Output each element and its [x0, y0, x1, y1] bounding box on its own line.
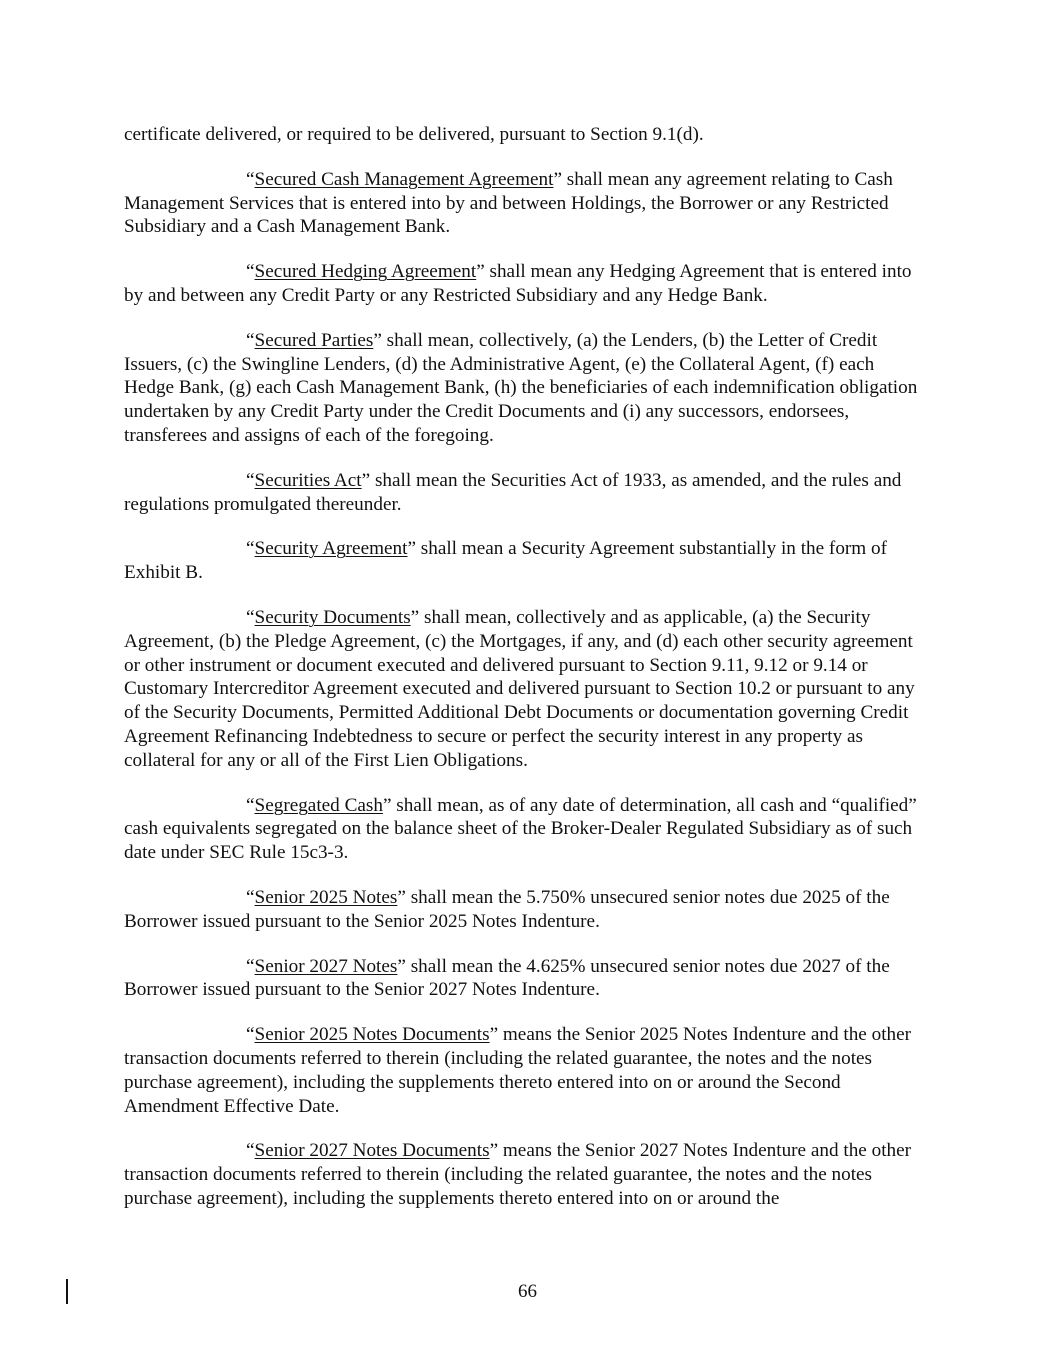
definition-text: ” shall mean the 4.625% unsecured senior notes due 2027 of the Borrower issued pursuant to the Senior 2027 Notes Indenture.: [124, 955, 890, 1001]
defined-term: Secured Cash Management Agreement: [254, 168, 554, 190]
definition-text: ” means the Senior 2027 Notes Indenture and the other transaction documents referred to therein (including the related guarantee, the notes and the notes purchase agreement), including the supplements thereto entered into on or around the: [124, 1140, 912, 1209]
document-body: [124, 123, 926, 1232]
page-number: 66: [518, 1281, 537, 1302]
open-quote: “: [246, 469, 255, 491]
open-quote: “: [246, 1024, 255, 1046]
definition-text: ” shall mean the 5.750% unsecured senior notes due 2025 of the Borrower issued pursuant to the Senior 2025 Notes Indenture.: [124, 886, 890, 932]
definition-text: ” means the Senior 2025 Notes Indenture and the other transaction documents referred to therein (including the related guarantee, the notes and the notes purchase agreement), including the supplements thereto entered into on or around the Second Amendment Effective Date.: [124, 1024, 912, 1117]
definition-senior-2027-notes-documents: [124, 1139, 926, 1210]
lead-paragraph: certificate delivered, or required to be delivered, pursuant to Section 9.1(d).: [124, 124, 704, 145]
open-quote: “: [246, 1140, 255, 1162]
defined-term: Senior 2025 Notes: [254, 886, 398, 908]
defined-term: Security Agreement: [254, 538, 408, 560]
defined-term: Segregated Cash: [254, 794, 383, 816]
definition-securities-act: [124, 469, 926, 517]
definition-senior-2025-notes-documents: [124, 1023, 926, 1118]
definition-text: ” shall mean, as of any date of determination, all cash and “qualified” cash equivalents segregated on the balance sheet of the Broker-Dealer Regulated Subsidiary as of such date under SEC Rule 15c3-3.: [124, 794, 917, 864]
defined-term: Securities Act: [254, 469, 362, 491]
open-quote: “: [246, 538, 255, 560]
defined-term: Senior 2025 Notes Documents: [254, 1024, 490, 1046]
open-quote: “: [246, 794, 255, 816]
open-quote: “: [246, 261, 255, 283]
definition-text: ” shall mean, collectively and as applicable, (a) the Security Agreement, (b) the Pledge Agreement, (c) the Mortgages, if any, and (d) each other security agreement or other instrument or document executed and delivered pursuant to Section 9.11, 9.12 or 9.14 or Customary Intercreditor Agreement executed and delivered pursuant to Section 10.2 or pursuant to any of the Security Documents, Permitted Additional Debt Documents or documentation governing Credit Agreement Refinancing Indebtedness to secure or perfect the security interest in any property as collateral for any or all of the First Lien Obligations.: [124, 606, 915, 771]
open-quote: “: [246, 168, 255, 190]
definition-secured-hedging-agreement: [124, 260, 926, 308]
definition-senior-2027-notes: [124, 955, 926, 1003]
open-quote: “: [246, 955, 255, 977]
defined-term: Secured Hedging Agreement: [254, 261, 477, 283]
open-quote: “: [246, 886, 255, 908]
definition-secured-parties: [124, 329, 926, 448]
definition-text: ” shall mean any Hedging Agreement that is entered into by and between any Credit Party or any Restricted Subsidiary and any Hedge Bank.: [124, 261, 912, 306]
definition-text: ” shall mean any agreement relating to Cash Management Services that is entered into by and between Holdings, the Borrower or any Restricted Subsidiary and a Cash Management Bank.: [124, 168, 893, 238]
open-quote: “: [246, 329, 255, 351]
definition-text: ” shall mean the Securities Act of 1933, as amended, and the rules and regulations promulgated thereunder.: [124, 469, 902, 515]
defined-term: Security Documents: [254, 606, 411, 628]
open-quote: “: [246, 606, 255, 628]
definition-text: ” shall mean a Security Agreement substantially in the form of Exhibit B.: [124, 538, 888, 584]
definition-senior-2025-notes: [124, 886, 926, 934]
definition-security-agreement: [124, 537, 926, 585]
definition-segregated-cash: [124, 794, 926, 865]
defined-term: Senior 2027 Notes Documents: [254, 1140, 490, 1162]
defined-term: Secured Parties: [254, 329, 374, 351]
definition-text: ” shall mean, collectively, (a) the Lenders, (b) the Letter of Credit Issuers, (c) the Swingline Lenders, (d) the Administrative Agent, (e) the Collateral Agent, (f) each Hedge Bank, (g) each Cash Management Bank, (h) the beneficiaries of each indemnification obligation undertaken by any Credit Party under the Credit Documents and (i) any successors, endorsees, transferees and assigns of each of the foregoing.: [124, 329, 918, 446]
definition-security-documents: [124, 606, 926, 773]
defined-term: Senior 2027 Notes: [254, 955, 398, 977]
definition-secured-cash-management-agreement: [124, 168, 926, 239]
